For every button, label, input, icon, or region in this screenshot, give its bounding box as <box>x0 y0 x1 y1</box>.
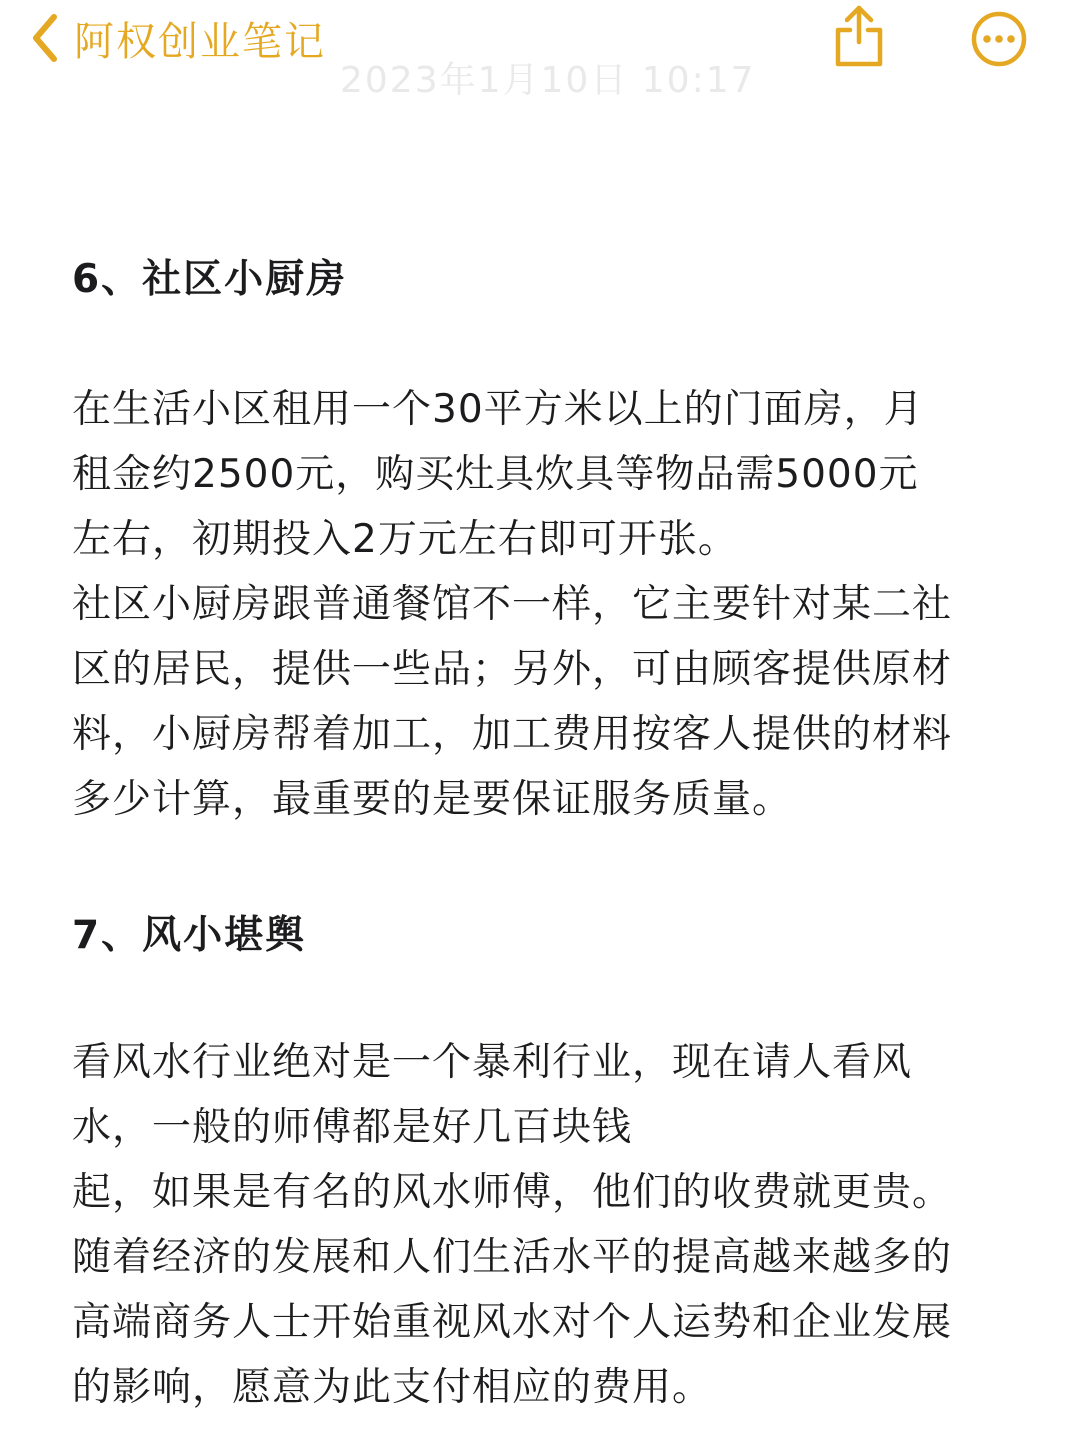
text-line: 的影响，愿意为此支付相应的费用。 <box>72 1365 713 1410</box>
chevron-left-icon <box>30 13 60 63</box>
text-line: 左右，初期投入2万元左右即可开张。 <box>72 517 738 562</box>
more-icon <box>970 53 1028 72</box>
back-label: 阿权创业笔记 <box>74 18 326 65</box>
share-icon <box>830 55 888 74</box>
text-line: 租金约2500元，购买灶具炊具等物品需5000元 <box>72 452 919 497</box>
text-line: 随着经济的发展和人们生活水平的提高越来越多的 <box>72 1235 953 1280</box>
text-line: 社区小厨房跟普通餐馆不一样，它主要针对某二社 <box>72 582 953 627</box>
note-body[interactable] <box>72 250 1012 1420</box>
text-line: 在生活小区租用一个30平方米以上的门面房，月 <box>72 387 924 432</box>
text-line: 高端商务人士开始重视风水对个人运势和企业发展 <box>72 1300 953 1345</box>
back-button[interactable] <box>30 10 326 66</box>
share-button[interactable] <box>830 4 888 70</box>
section-heading: 7、风小堪舆 <box>72 913 307 958</box>
section-heading: 6、社区小厨房 <box>72 257 348 302</box>
text-line: 水，一般的师傅都是好几百块钱 <box>72 1105 633 1150</box>
text-line: 起，如果是有名的风水师傅，他们的收费就更贵。 <box>72 1170 953 1215</box>
more-button[interactable] <box>970 10 1028 68</box>
section-paragraph <box>72 377 1012 832</box>
section-paragraph <box>72 1030 1012 1420</box>
note-date: 2023年1月10日 10:17 <box>340 60 756 101</box>
text-line: 料，小厨房帮着加工，加工费用按客人提供的材料 <box>72 712 953 757</box>
text-line: 多少计算，最重要的是要保证服务质量。 <box>72 777 793 822</box>
text-line: 看风水行业绝对是一个暴利行业，现在请人看风 <box>72 1040 913 1085</box>
text-line: 区的居民，提供一些品；另外，可由顾客提供原材 <box>72 647 953 692</box>
